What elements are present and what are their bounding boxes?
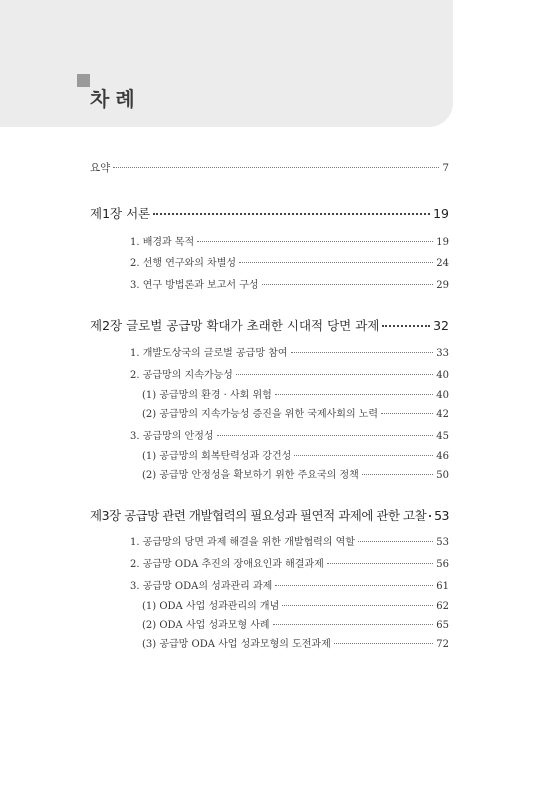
toc-subsection-page: 65 bbox=[436, 620, 449, 631]
toc-subsection-page: 62 bbox=[436, 601, 449, 612]
toc-subsection-label: (1) ODA 사업 성과관리의 개념 bbox=[142, 601, 280, 612]
leader-dots bbox=[217, 434, 434, 436]
leader-dots bbox=[197, 240, 433, 242]
toc-chapter-label: 제3장 공급망 관련 개발협력의 필요성과 필연적 과제에 관한 고찰 bbox=[90, 508, 427, 523]
leader-dots bbox=[275, 584, 433, 586]
toc-section[interactable] bbox=[130, 344, 449, 359]
leader-dots bbox=[358, 540, 433, 542]
toc-subsection-page: 50 bbox=[436, 470, 449, 481]
toc-subsection[interactable] bbox=[142, 635, 449, 650]
toc-subsection-label: (3) 공급망 ODA 사업 성과모형의 도전과제 bbox=[142, 639, 331, 650]
leader-dots bbox=[381, 412, 433, 414]
toc-section-page: 45 bbox=[436, 431, 449, 442]
toc-section-label: 3. 공급망의 안정성 bbox=[130, 431, 214, 442]
toc-section-page: 24 bbox=[436, 258, 449, 269]
toc-section[interactable] bbox=[130, 427, 449, 442]
toc-subsection-page: 40 bbox=[436, 390, 449, 401]
toc-section-label: 1. 배경과 목적 bbox=[130, 237, 195, 248]
leader-dots bbox=[113, 166, 439, 168]
toc-subsection-label: (2) 공급망의 지속가능성 증진을 위한 국제사회의 노력 bbox=[142, 409, 379, 420]
leader-dots bbox=[334, 642, 434, 644]
toc-section[interactable] bbox=[130, 254, 449, 269]
toc-section[interactable] bbox=[130, 233, 449, 248]
leader-dots bbox=[429, 514, 431, 517]
toc-chapter-page: 32 bbox=[433, 318, 449, 333]
toc-entry-page: 7 bbox=[442, 162, 449, 174]
toc-chapter-1[interactable] bbox=[90, 204, 449, 222]
leader-dots bbox=[294, 454, 433, 456]
toc-chapter-label: 제1장 서론 bbox=[90, 206, 151, 221]
leader-dots bbox=[282, 604, 433, 606]
toc-subsection[interactable] bbox=[142, 386, 449, 401]
page-title: 차례 bbox=[90, 87, 141, 111]
toc-section[interactable] bbox=[130, 533, 449, 548]
toc-subsection-page: 72 bbox=[436, 639, 449, 650]
toc-section-label: 2. 선행 연구와의 차별성 bbox=[130, 258, 237, 269]
toc-section-page: 53 bbox=[436, 537, 449, 548]
toc-chapter-page: 53 bbox=[434, 508, 449, 523]
toc-subsection-page: 42 bbox=[436, 409, 449, 420]
toc-section-page: 19 bbox=[436, 237, 449, 248]
leader-dots bbox=[291, 351, 434, 353]
toc-chapter-label: 제2장 글로벌 공급망 확대가 초래한 시대적 당면 과제 bbox=[90, 318, 380, 333]
toc-subsection-page: 46 bbox=[436, 451, 449, 462]
toc-section-page: 56 bbox=[436, 559, 449, 570]
toc-entry-label: 요약 bbox=[90, 162, 111, 174]
title-square-icon bbox=[77, 74, 90, 87]
toc-subsection[interactable] bbox=[142, 405, 449, 420]
toc-section-page: 61 bbox=[436, 581, 449, 592]
toc-section-label: 3. 연구 방법론과 보고서 구성 bbox=[130, 280, 259, 291]
leader-dots bbox=[327, 562, 433, 564]
toc-section-label: 2. 공급망 ODA 추진의 장애요인과 해결과제 bbox=[130, 559, 324, 570]
toc-section[interactable] bbox=[130, 366, 449, 381]
leader-dots bbox=[273, 623, 434, 625]
toc-section-label: 1. 공급망의 당면 과제 해결을 위한 개발협력의 역할 bbox=[130, 537, 355, 548]
toc-section-label: 3. 공급망 ODA의 성과관리 과제 bbox=[130, 581, 273, 592]
toc-section[interactable] bbox=[130, 276, 449, 291]
toc-subsection[interactable] bbox=[142, 447, 449, 462]
toc-chapter-2[interactable] bbox=[90, 316, 449, 334]
leader-dots bbox=[362, 473, 433, 475]
toc-section-page: 40 bbox=[436, 370, 449, 381]
toc-section[interactable] bbox=[130, 555, 449, 570]
toc-subsection-label: (2) 공급망 안정성을 확보하기 위한 주요국의 정책 bbox=[142, 470, 359, 481]
toc-subsection-label: (1) 공급망의 회복탄력성과 강건성 bbox=[142, 451, 292, 462]
leader-dots bbox=[262, 283, 434, 285]
toc-subsection[interactable] bbox=[142, 597, 449, 612]
toc-chapter-3[interactable] bbox=[90, 506, 449, 524]
leader-dots bbox=[382, 324, 430, 327]
header-band bbox=[0, 0, 453, 127]
leader-dots bbox=[239, 261, 433, 263]
leader-dots bbox=[236, 373, 433, 375]
leader-dots bbox=[153, 212, 430, 215]
toc-subsection-label: (2) ODA 사업 성과모형 사례 bbox=[142, 620, 270, 631]
toc-section-label: 2. 공급망의 지속가능성 bbox=[130, 370, 233, 381]
toc-subsection-label: (1) 공급망의 환경 · 사회 위험 bbox=[142, 390, 272, 401]
toc-section-page: 29 bbox=[436, 280, 449, 291]
toc-section[interactable] bbox=[130, 577, 449, 592]
toc-entry-summary[interactable] bbox=[90, 160, 449, 175]
leader-dots bbox=[275, 393, 433, 395]
toc-section-page: 33 bbox=[436, 348, 449, 359]
toc-chapter-page: 19 bbox=[433, 206, 449, 221]
toc-subsection[interactable] bbox=[142, 616, 449, 631]
toc-section-label: 1. 개발도상국의 글로벌 공급망 참여 bbox=[130, 348, 288, 359]
toc-subsection[interactable] bbox=[142, 466, 449, 481]
